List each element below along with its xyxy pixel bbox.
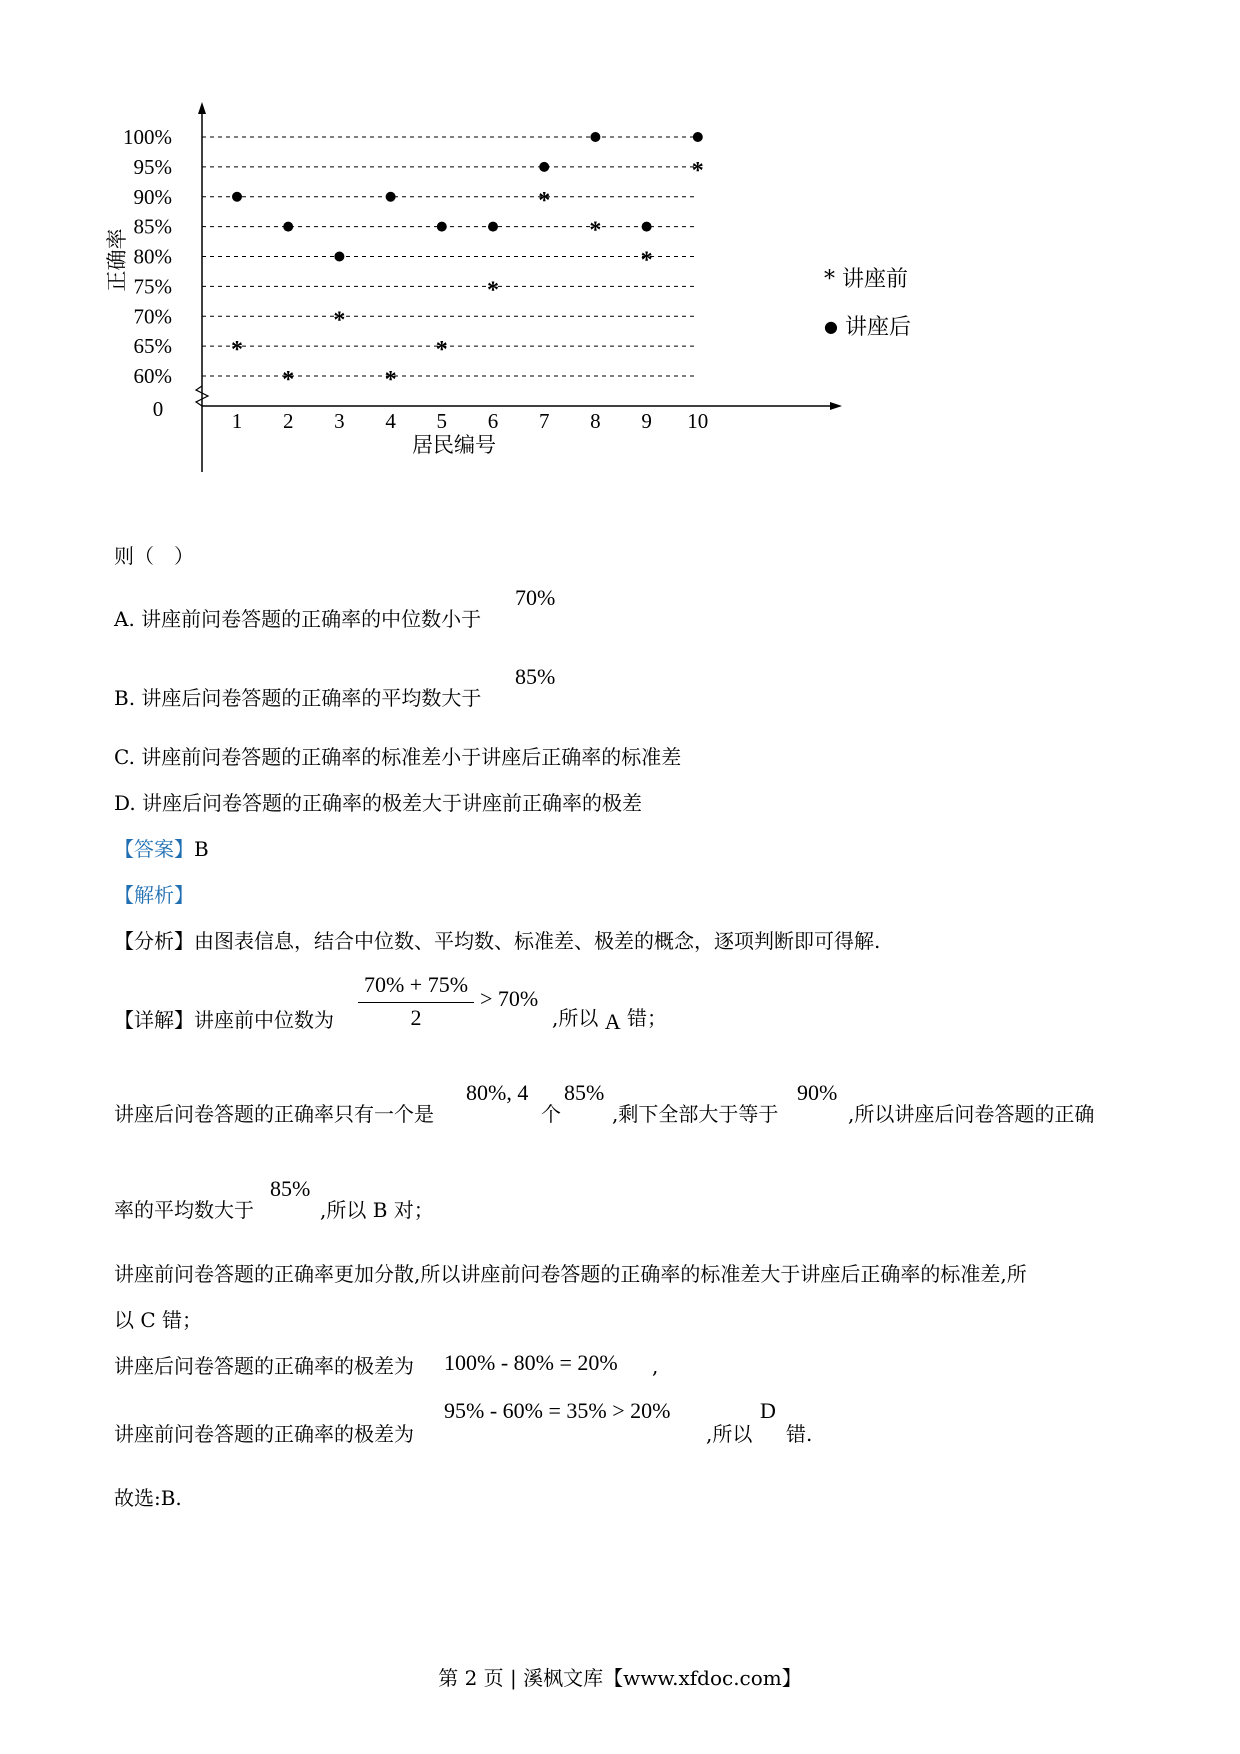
analysis-line-4: 讲座前问卷答题的正确率更加分散,所以讲座前问卷答题的正确率的标准差大于讲座后正确率的标准差,所 bbox=[114, 1262, 1027, 1286]
fraction-denominator: 2 bbox=[410, 1005, 422, 1030]
before-point: * bbox=[231, 337, 243, 364]
before-point: * bbox=[435, 337, 448, 364]
y-tick-label: 80% bbox=[133, 244, 172, 269]
x-axis-arrow bbox=[830, 402, 842, 410]
legend-before-label: 讲座前 bbox=[842, 267, 909, 292]
l3-part2: ,所以 B 对； bbox=[320, 1198, 434, 1222]
legend-after bbox=[824, 314, 911, 343]
after-point bbox=[488, 222, 498, 232]
y-tick-label: 75% bbox=[133, 274, 172, 299]
l2-part2: 个 bbox=[541, 1102, 561, 1126]
l3-math1: 85% bbox=[270, 1176, 311, 1201]
y-tick-label: 95% bbox=[133, 154, 172, 179]
option-b bbox=[114, 684, 481, 712]
scatter-chart bbox=[105, 100, 770, 480]
x-tick-label: 10 bbox=[687, 409, 709, 433]
fraction-numerator: 70% + 75% bbox=[363, 972, 469, 997]
y-tick-label: 85% bbox=[133, 214, 172, 239]
option-c: C. 讲座前问卷答题的正确率的标准差小于讲座后正确率的标准差 bbox=[114, 745, 682, 769]
fraction-rhs: > 70% bbox=[480, 986, 539, 1011]
detail-suffix-2: 错； bbox=[626, 1006, 667, 1030]
answer-line bbox=[114, 835, 209, 863]
detail-suffix-1: ,所以 bbox=[552, 1006, 599, 1030]
before-point: * bbox=[282, 367, 295, 393]
after-point bbox=[437, 222, 447, 232]
answer-value: B bbox=[194, 837, 209, 861]
option-a-math: 70% bbox=[515, 585, 556, 610]
before-point: * bbox=[640, 247, 653, 274]
asterisk-icon: * bbox=[824, 267, 835, 292]
l7-part3: 错. bbox=[786, 1422, 813, 1446]
l6-part2: , bbox=[652, 1354, 659, 1378]
analysis-label: 【解析】 bbox=[114, 883, 194, 907]
x-tick-label: 9 bbox=[641, 409, 652, 433]
final-answer: 故选:B. bbox=[114, 1486, 182, 1510]
option-b-math: 85% bbox=[515, 664, 556, 689]
before-point: * bbox=[589, 217, 602, 244]
l7-part2: ,所以 bbox=[706, 1422, 753, 1446]
y-axis-label: 正确率 bbox=[105, 228, 129, 292]
before-point: * bbox=[691, 157, 704, 184]
option-a bbox=[114, 605, 481, 633]
x-tick-labels bbox=[232, 409, 709, 433]
x-axis-label: 居民编号 bbox=[412, 433, 496, 457]
detail-suffix bbox=[552, 1004, 667, 1032]
l7-math: 95% - 60% = 35% > 20% bbox=[444, 1398, 671, 1423]
analysis-fenxi: 【分析】由图表信息，结合中位数、平均数、标准差、极差的概念，逐项判断即可得解. bbox=[114, 929, 881, 953]
l2-math2: 85% bbox=[564, 1080, 605, 1105]
x-tick-label: 4 bbox=[385, 409, 396, 433]
x-tick-label: 5 bbox=[436, 409, 448, 433]
after-point bbox=[590, 132, 600, 142]
l2-part3: ,剩下全部大于等于 bbox=[612, 1102, 779, 1126]
before-point: * bbox=[538, 187, 551, 214]
y-axis-arrow bbox=[198, 102, 206, 114]
chart-marks bbox=[231, 132, 704, 393]
detail-prefix: 【详解】讲座前中位数为 bbox=[114, 1008, 334, 1032]
page-footer: 第 2 页 | 溪枫文库【www.xfdoc.com】 bbox=[438, 1666, 802, 1690]
fraction-bar bbox=[358, 1002, 474, 1003]
l6-part1: 讲座后问卷答题的正确率的极差为 bbox=[114, 1354, 414, 1378]
legend-before bbox=[824, 266, 908, 294]
after-point bbox=[232, 192, 242, 202]
option-a-text: A. 讲座前问卷答题的正确率的中位数小于 bbox=[114, 607, 482, 631]
grid-lines bbox=[202, 137, 698, 376]
y-tick-label: 65% bbox=[133, 334, 172, 359]
answer-label: 【答案】 bbox=[114, 837, 194, 861]
y-tick-label: 60% bbox=[133, 364, 172, 388]
l2-math1: 80%, 4 bbox=[466, 1080, 529, 1105]
l2-part1: 讲座后问卷答题的正确率只有一个是 bbox=[114, 1102, 434, 1126]
x-tick-label: 7 bbox=[538, 409, 550, 433]
after-point bbox=[334, 252, 344, 262]
y-tick-label: 100% bbox=[123, 125, 172, 149]
l6-math: 100% - 80% = 20% bbox=[444, 1350, 618, 1375]
y-tick-label: 90% bbox=[133, 184, 172, 209]
after-point bbox=[386, 192, 396, 202]
l2-part4: ,所以讲座后问卷答题的正确 bbox=[848, 1102, 1095, 1126]
x-tick-label: 1 bbox=[231, 409, 243, 433]
y-tick-label: 70% bbox=[133, 304, 172, 329]
detail-a: A bbox=[604, 1009, 621, 1034]
l7-math2: D bbox=[760, 1398, 776, 1423]
x-tick-label: 2 bbox=[282, 409, 294, 433]
l3-part1: 率的平均数大于 bbox=[114, 1198, 254, 1222]
dot-icon: ● bbox=[824, 317, 838, 336]
l7-part1: 讲座前问卷答题的正确率的极差为 bbox=[114, 1422, 414, 1446]
after-point bbox=[283, 222, 293, 232]
x-tick-label: 8 bbox=[590, 409, 601, 433]
legend-after-label: 讲座后 bbox=[844, 315, 911, 340]
l2-math3: 90% bbox=[797, 1080, 838, 1105]
before-point: * bbox=[333, 307, 346, 334]
origin-label: 0 bbox=[152, 397, 164, 421]
option-b-text: B. 讲座后问卷答题的正确率的平均数大于 bbox=[114, 686, 482, 710]
x-tick-label: 3 bbox=[334, 409, 345, 433]
after-point bbox=[642, 222, 652, 232]
x-tick-label: 6 bbox=[487, 409, 499, 433]
before-point: * bbox=[384, 367, 397, 393]
after-point bbox=[693, 132, 703, 142]
before-point: * bbox=[487, 277, 499, 304]
median-fraction bbox=[358, 972, 474, 1031]
analysis-line-5: 以 C 错； bbox=[114, 1308, 203, 1332]
y-tick-labels bbox=[123, 125, 172, 388]
question-stem: 则（ ） bbox=[114, 544, 194, 568]
option-d: D. 讲座后问卷答题的正确率的极差大于讲座前正确率的极差 bbox=[114, 791, 643, 815]
after-point bbox=[539, 162, 549, 172]
